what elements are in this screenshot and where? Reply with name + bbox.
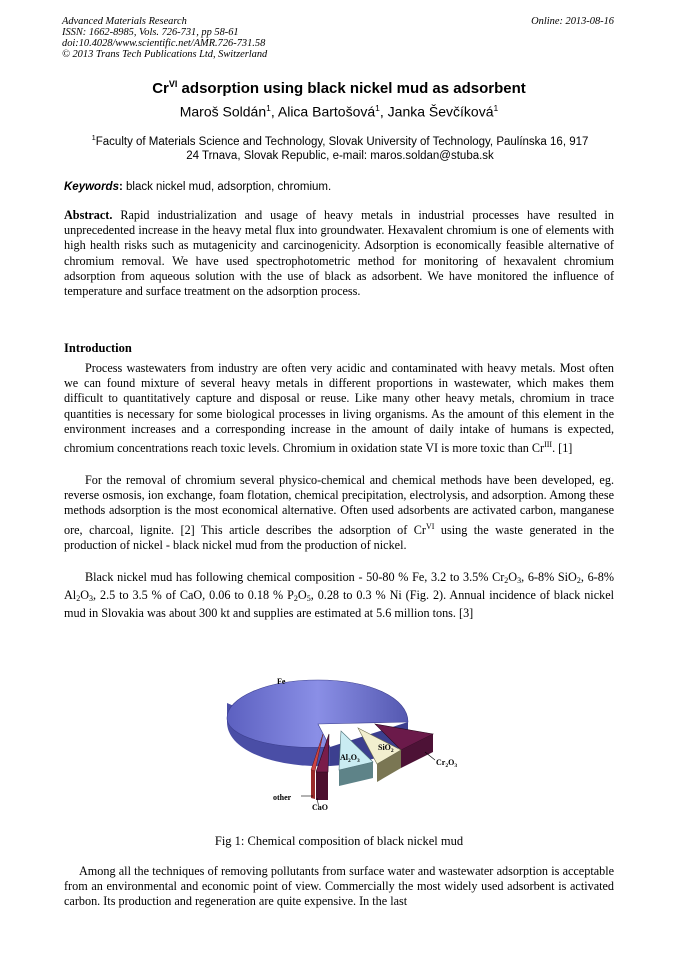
author-name: Alica Bartošová — [277, 103, 376, 120]
pie-label-fe: Fe — [277, 677, 286, 686]
affiliation: $^1$Faculty of Materials Science and Technology, Slovak University of Technology, Paulínska 16, 917 24 Trnava, Slovak Republic, e-mail: maros.soldan@stuba.sk — [91, 133, 589, 162]
intro-paragraph-1: Process wastewaters from industry are often very acidic and contaminated with heavy metals. Most often we can found mixture of several heavy metals in different proportions in wastewater, which makes them difficult to quantitatively capture and disposal or reuse. Like many other heavy metals, chromium in trace quantities is necessary for some biological processes in living organisms. As the amount of this element in the environment increases and a corresponding increase in the amount of daily intake of humans is expected, chromium concentrations reach toxic levels. Chromium in oxidation state VI is more toxic than $Cr^{III}$. [1] — [64, 361, 614, 456]
pie-label-cao: CaO — [312, 803, 328, 812]
abstract: Abstract. Rapid industrialization and usage of heavy metals in industrial processes have resulted in unprecedented increase in the heavy metal flux into groundwater. Hexavalent chromium is one of elements with high health risks such as mutagenicity and carcinogenicity. Adsorption is economically feasible alternative of chromium removal. We have used spectrophotometric method for monitoring of hexavalent chromium adsorption from aqueous solution with the use of black as adsorbent. We have monitored the influence of temperature and surface treatment on the adsorption process. — [64, 208, 614, 299]
author-name: Janka Ševčíková — [387, 103, 494, 120]
section-heading-introduction: Introduction — [64, 341, 132, 355]
figure-caption: Fig 1: Chemical composition of black nickel mud — [214, 834, 464, 848]
pie-label-cr2o3: $Cr_2O_3$ — [436, 758, 458, 769]
author-list: Maroš Soldán$^1$, Alica Bartošová$^1$, Janka Ševčíková$^1$ — [179, 103, 499, 120]
pie-label-sio2: SiO$_2$ — [378, 743, 394, 754]
keywords: Keywords: black nickel mud, adsorption, chromium. — [64, 181, 332, 193]
intro-paragraph-2: For the removal of chromium several physico-chemical and chemical methods have been developed, eg. reverse osmosis, ion exchange, foam flotation, chemical precipitation, electrolysis, and adsorption. Among these methods adsorption is the most economical alternative. Often used adsorbents are activated carbon, manganese ore, charcoal, lignite. [2] This article describes the adsorption of $Cr^{VI}$ using the waste generated in the production of nickel - black nickel mud from the production of nickel. — [64, 473, 615, 552]
pie-label-other: other — [273, 793, 292, 802]
copyright-line: © 2013 Trans Tech Publications Ltd, Switzerland — [62, 49, 268, 60]
composition-pie-chart — [215, 658, 475, 818]
doi-line: doi:10.4028/www.scientific.net/AMR.726-731.58 — [62, 38, 266, 49]
author-name: Maroš Soldán — [179, 103, 267, 120]
intro-paragraph-3: Black nickel mud has following chemical composition - 50-80 % Fe, 3.2 to 3.5% $Cr_2O_3$, 6-8% SiO$_2$, 6-8% $Al_2O_3$, 2.5 to 3.5 % of CaO, 0.06 to 0.18 % $P_2O_5$, 0.28 to 0.3 % Ni (Fig. 2). Annual incidence of black nickel mud in Slovakia was about 300 kt and supplies are estimated at 5.6 million tons. [3] — [64, 570, 614, 621]
paper-title: $Cr^{VI}$ adsorption using black nickel mud as adsorbent — [152, 79, 526, 97]
online-date: Online: 2013-08-16 — [531, 16, 614, 27]
journal-name: Advanced Materials Research — [62, 16, 187, 27]
issn-line: ISSN: 1662-8985, Vols. 726-731, pp 58-61 — [62, 27, 239, 38]
pie-label-al2o3: $Al_2O_3$ — [340, 753, 360, 764]
body-paragraph: Among all the techniques of removing pollutants from surface water and wastewater adsorption is acceptable from an environmental and economic point of view. Commercially the most widely used adsorbent is activated carbon. Its production and regeneration are quite expensive. In the last — [64, 864, 614, 909]
journal-header — [62, 16, 267, 60]
